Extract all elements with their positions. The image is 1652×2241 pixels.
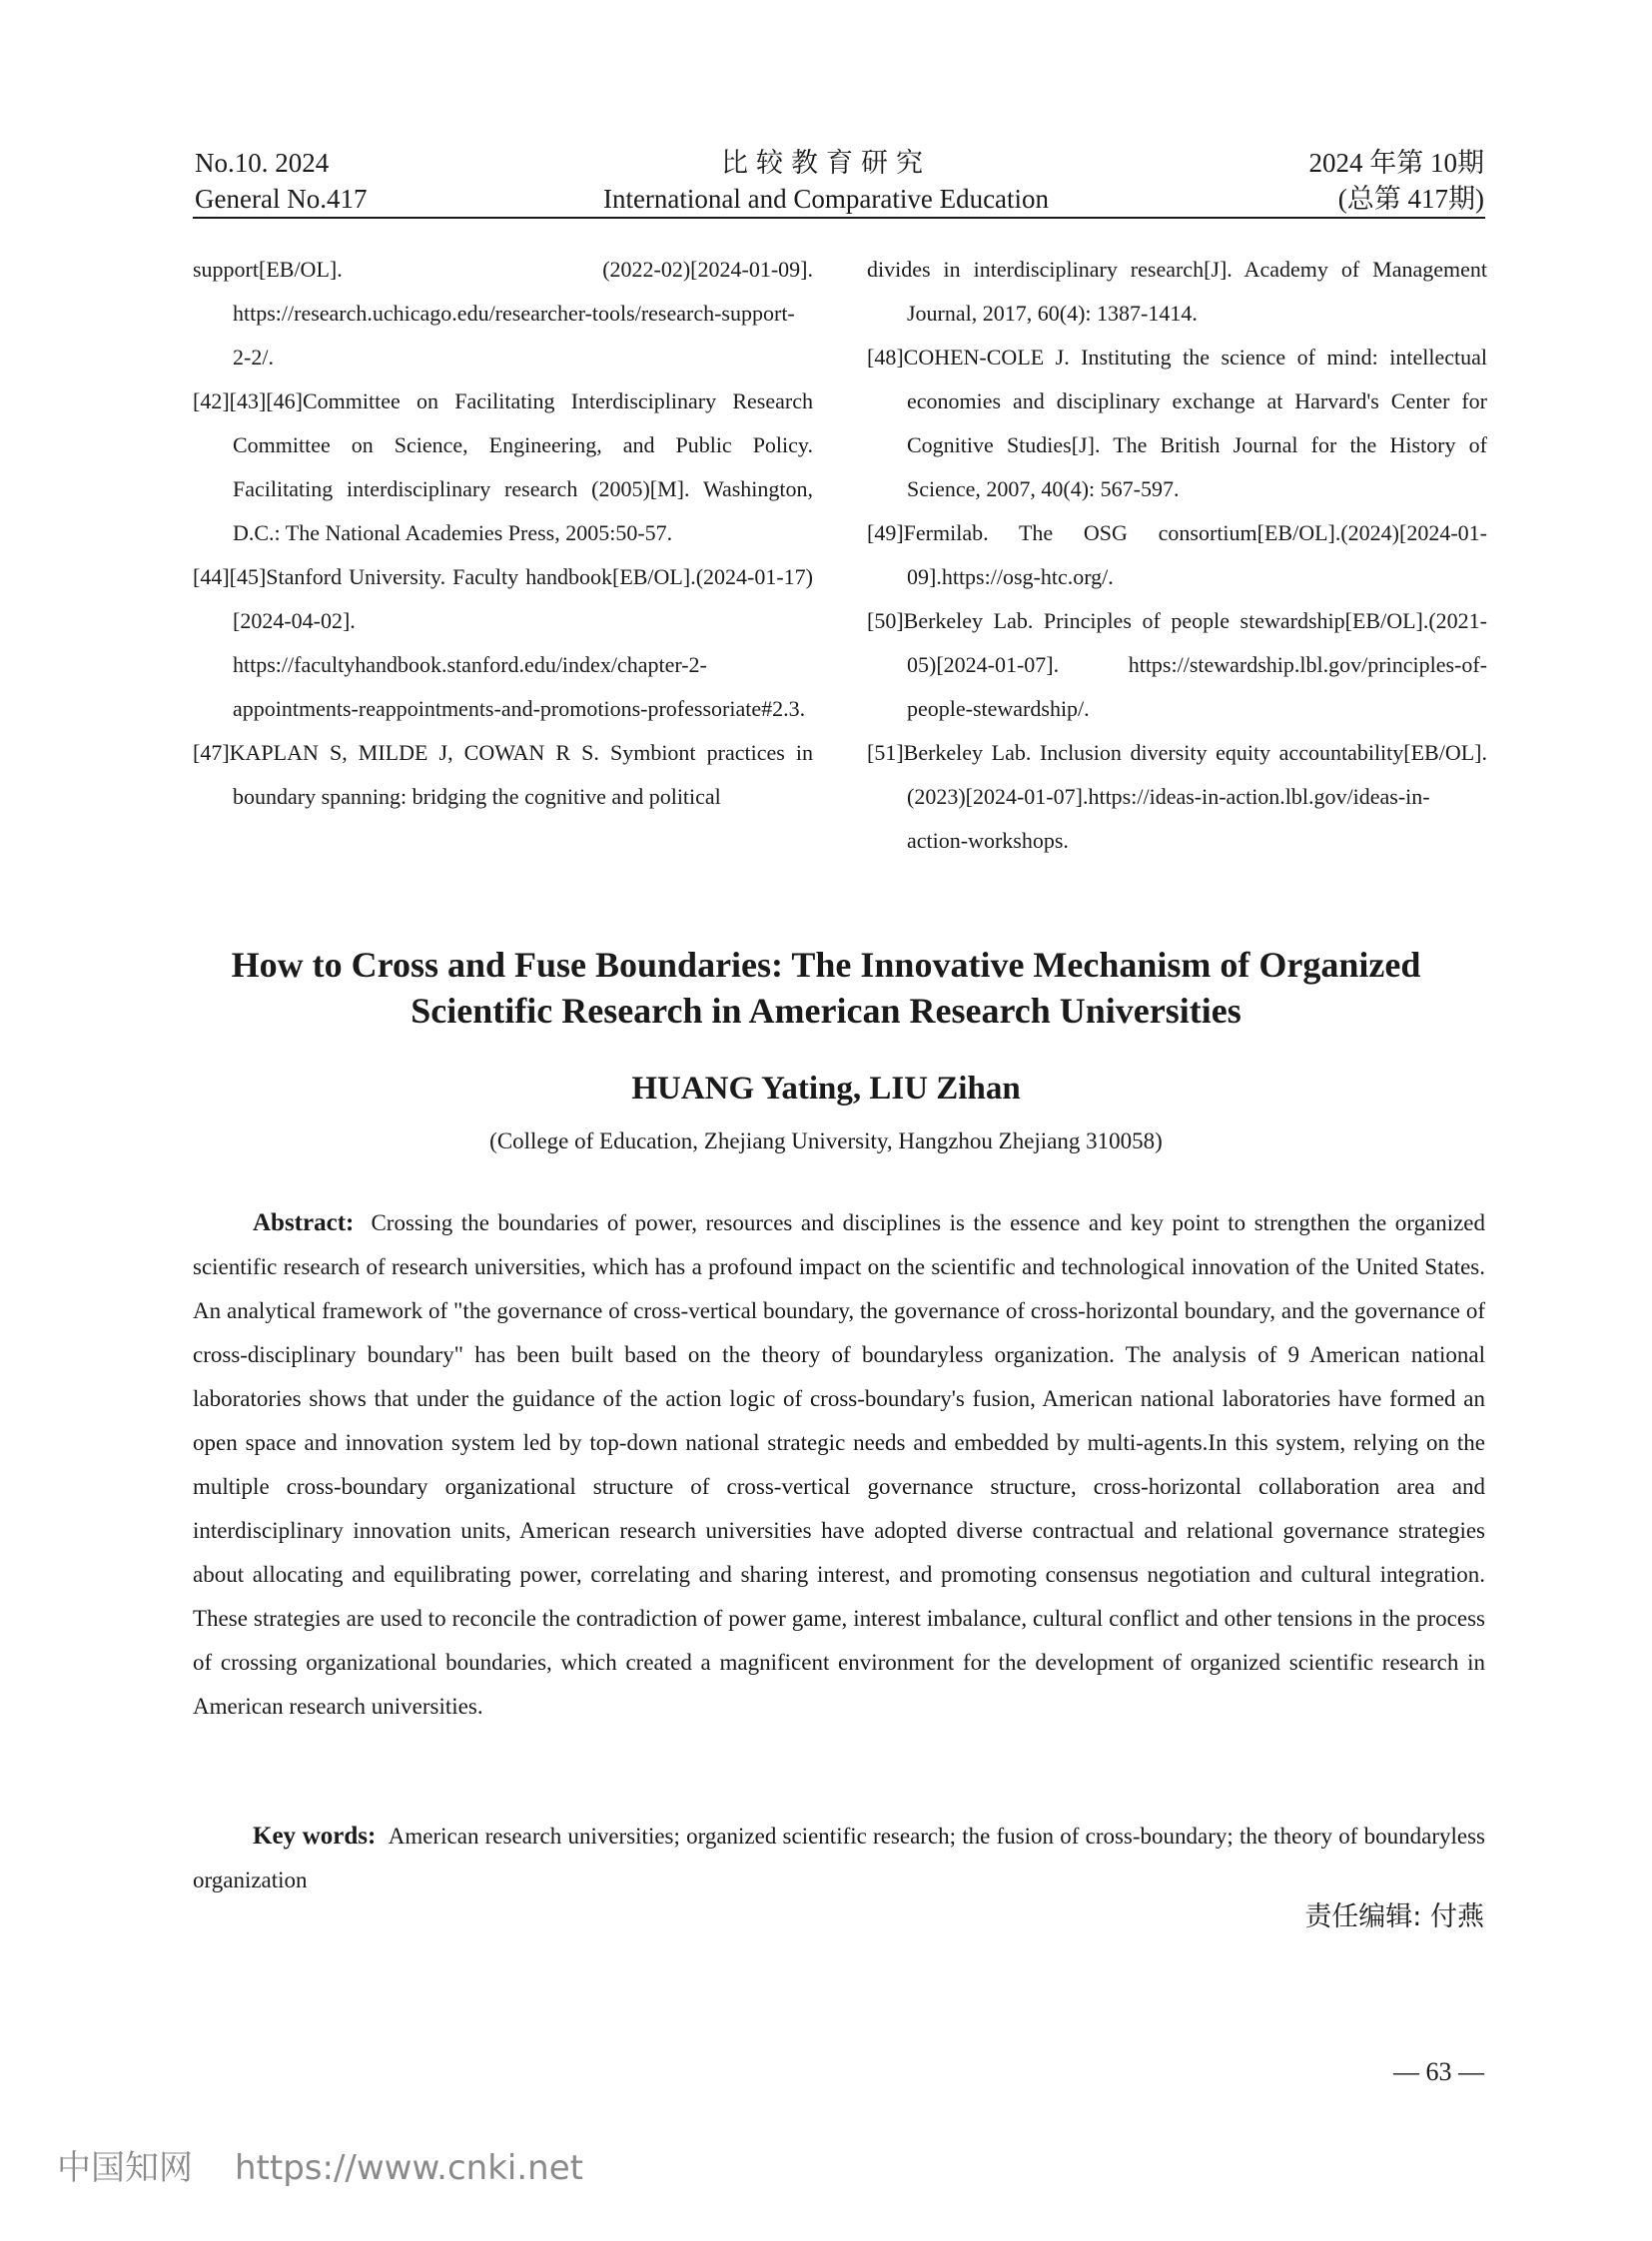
- reference-item: [47]KAPLAN S, MILDE J, COWAN R S. Symbiont practices in boundary spanning: bridging the cognitive and political: [193, 740, 813, 809]
- cnki-watermark: [57, 2145, 625, 2191]
- reference-item: [50]Berkeley Lab. Principles of people stewardship[EB/OL].(2021-05)[2024-01-07]. https://stewardship.lbl.gov/principles-of-people-stewardship/.: [867, 608, 1487, 721]
- issue-number-chinese: 2024 年第 10期: [1308, 148, 1484, 178]
- reference-item: [44][45]Stanford University. Faculty handbook[EB/OL].(2024-01-17) [2024-04-02]. https://facultyhandbook.stanford.edu/index/chapter-2-appointments-reappointments-and-promotions-professoriate#2.3.: [193, 564, 813, 721]
- abstract-label: Abstract:: [253, 1209, 355, 1236]
- reference-item: support[EB/OL]. (2022-02)[2024-01-09]. https://research.uchicago.edu/researcher-tools/research-support-2-2/.: [193, 257, 813, 370]
- general-number: General No.417: [195, 184, 368, 214]
- issue-number: No.10. 2024: [195, 148, 330, 178]
- reference-item: divides in interdisciplinary research[J]. Academy of Management Journal, 2017, 60(4): 1387-1414.: [867, 257, 1487, 326]
- page-number: — 63 —: [1393, 2057, 1484, 2086]
- journal-name-english: International and Comparative Education: [602, 184, 1050, 214]
- responsible-editor: 责任编辑: 付燕: [1304, 1901, 1484, 1932]
- keywords-text: American research universities; organized scientific research; the fusion of cross-boundary; the theory of boundaryless organization: [193, 1824, 1485, 1892]
- general-number-chinese: (总第 417期): [1337, 184, 1484, 214]
- header-rule: [193, 217, 1485, 219]
- article-title-line: How to Cross and Fuse Boundaries: The Innovative Mechanism of Organized: [231, 945, 1421, 985]
- article-title-line: Scientific Research in American Research Universities: [411, 991, 1241, 1031]
- keywords-label: Key words:: [253, 1823, 377, 1850]
- reference-item: [49]Fermilab. The OSG consortium[EB/OL].(2024)[2024-01-09].https://osg-htc.org/.: [867, 520, 1487, 589]
- reference-item: [48]COHEN-COLE J. Instituting the science of mind: intellectual economies and disciplinary exchange at Harvard's Center for Cognitive Studies[J]. The British Journal for the History of Science, 2007, 40(4): 567-597.: [867, 345, 1487, 501]
- journal-name-chinese: 比较教育研究: [721, 148, 931, 178]
- article-title: [150, 942, 1502, 1034]
- references-left-column: [193, 248, 813, 819]
- watermark-brand: 中国知网: [57, 2148, 193, 2188]
- author-affiliation: (College of Education, Zhejiang University, Hangzhou Zhejiang 310058): [489, 1128, 1163, 1153]
- journal-issue-info-chinese: [1309, 145, 1485, 217]
- article-authors: HUANG Yating, LIU Zihan: [631, 1071, 1021, 1107]
- references-right-column: [867, 248, 1487, 863]
- abstract-paragraph: [193, 1201, 1485, 1729]
- abstract-text: Crossing the boundaries of power, resources and disciplines is the essence and key point to strengthen the organized scientific research of research universities, which has a profound impact on the scientific and technological innovation of the United States. An analytical framework of "the governance of cross-vertical boundary, the governance of cross-horizontal boundary, and the governance of cross-disciplinary boundary" has been built based on the theory of boundaryless organization. The analysis of 9 American national laboratories shows that under the guidance of the action logic of cross-boundary's fusion, American national laboratories have formed an open space and innovation system led by top-down national strategic needs and embedded by multi-agents.In this system, relying on the multiple cross-boundary organizational structure of cross-vertical governance structure, cross-horizontal collaboration area and interdisciplinary innovation units, American research universities have adopted diverse contractual and relational governance strategies about allocating and equilibrating power, correlating and sharing interest, and promoting consensus negotiation and cultural integration. These strategies are used to reconcile the contradiction of power game, interest imbalance, cultural conflict and other tensions in the process of crossing organizational boundaries, which created a magnificent environment for the development of organized scientific research in American research universities.: [193, 1210, 1485, 1719]
- watermark-url: https://www.cnki.net: [235, 2148, 583, 2188]
- keywords-paragraph: [193, 1815, 1485, 1902]
- reference-item: [42][43][46]Committee on Facilitating Interdisciplinary Research Committee on Science, Engineering, and Public Policy. Facilitating interdisciplinary research (2005)[M]. Washington, D.C.: The National Academies Press, 2005:50-57.: [193, 388, 813, 545]
- reference-item: [51]Berkeley Lab. Inclusion diversity equity accountability[EB/OL]. (2023)[2024-01-07].https://ideas-in-action.lbl.gov/ideas-in-action-workshops.: [867, 740, 1487, 853]
